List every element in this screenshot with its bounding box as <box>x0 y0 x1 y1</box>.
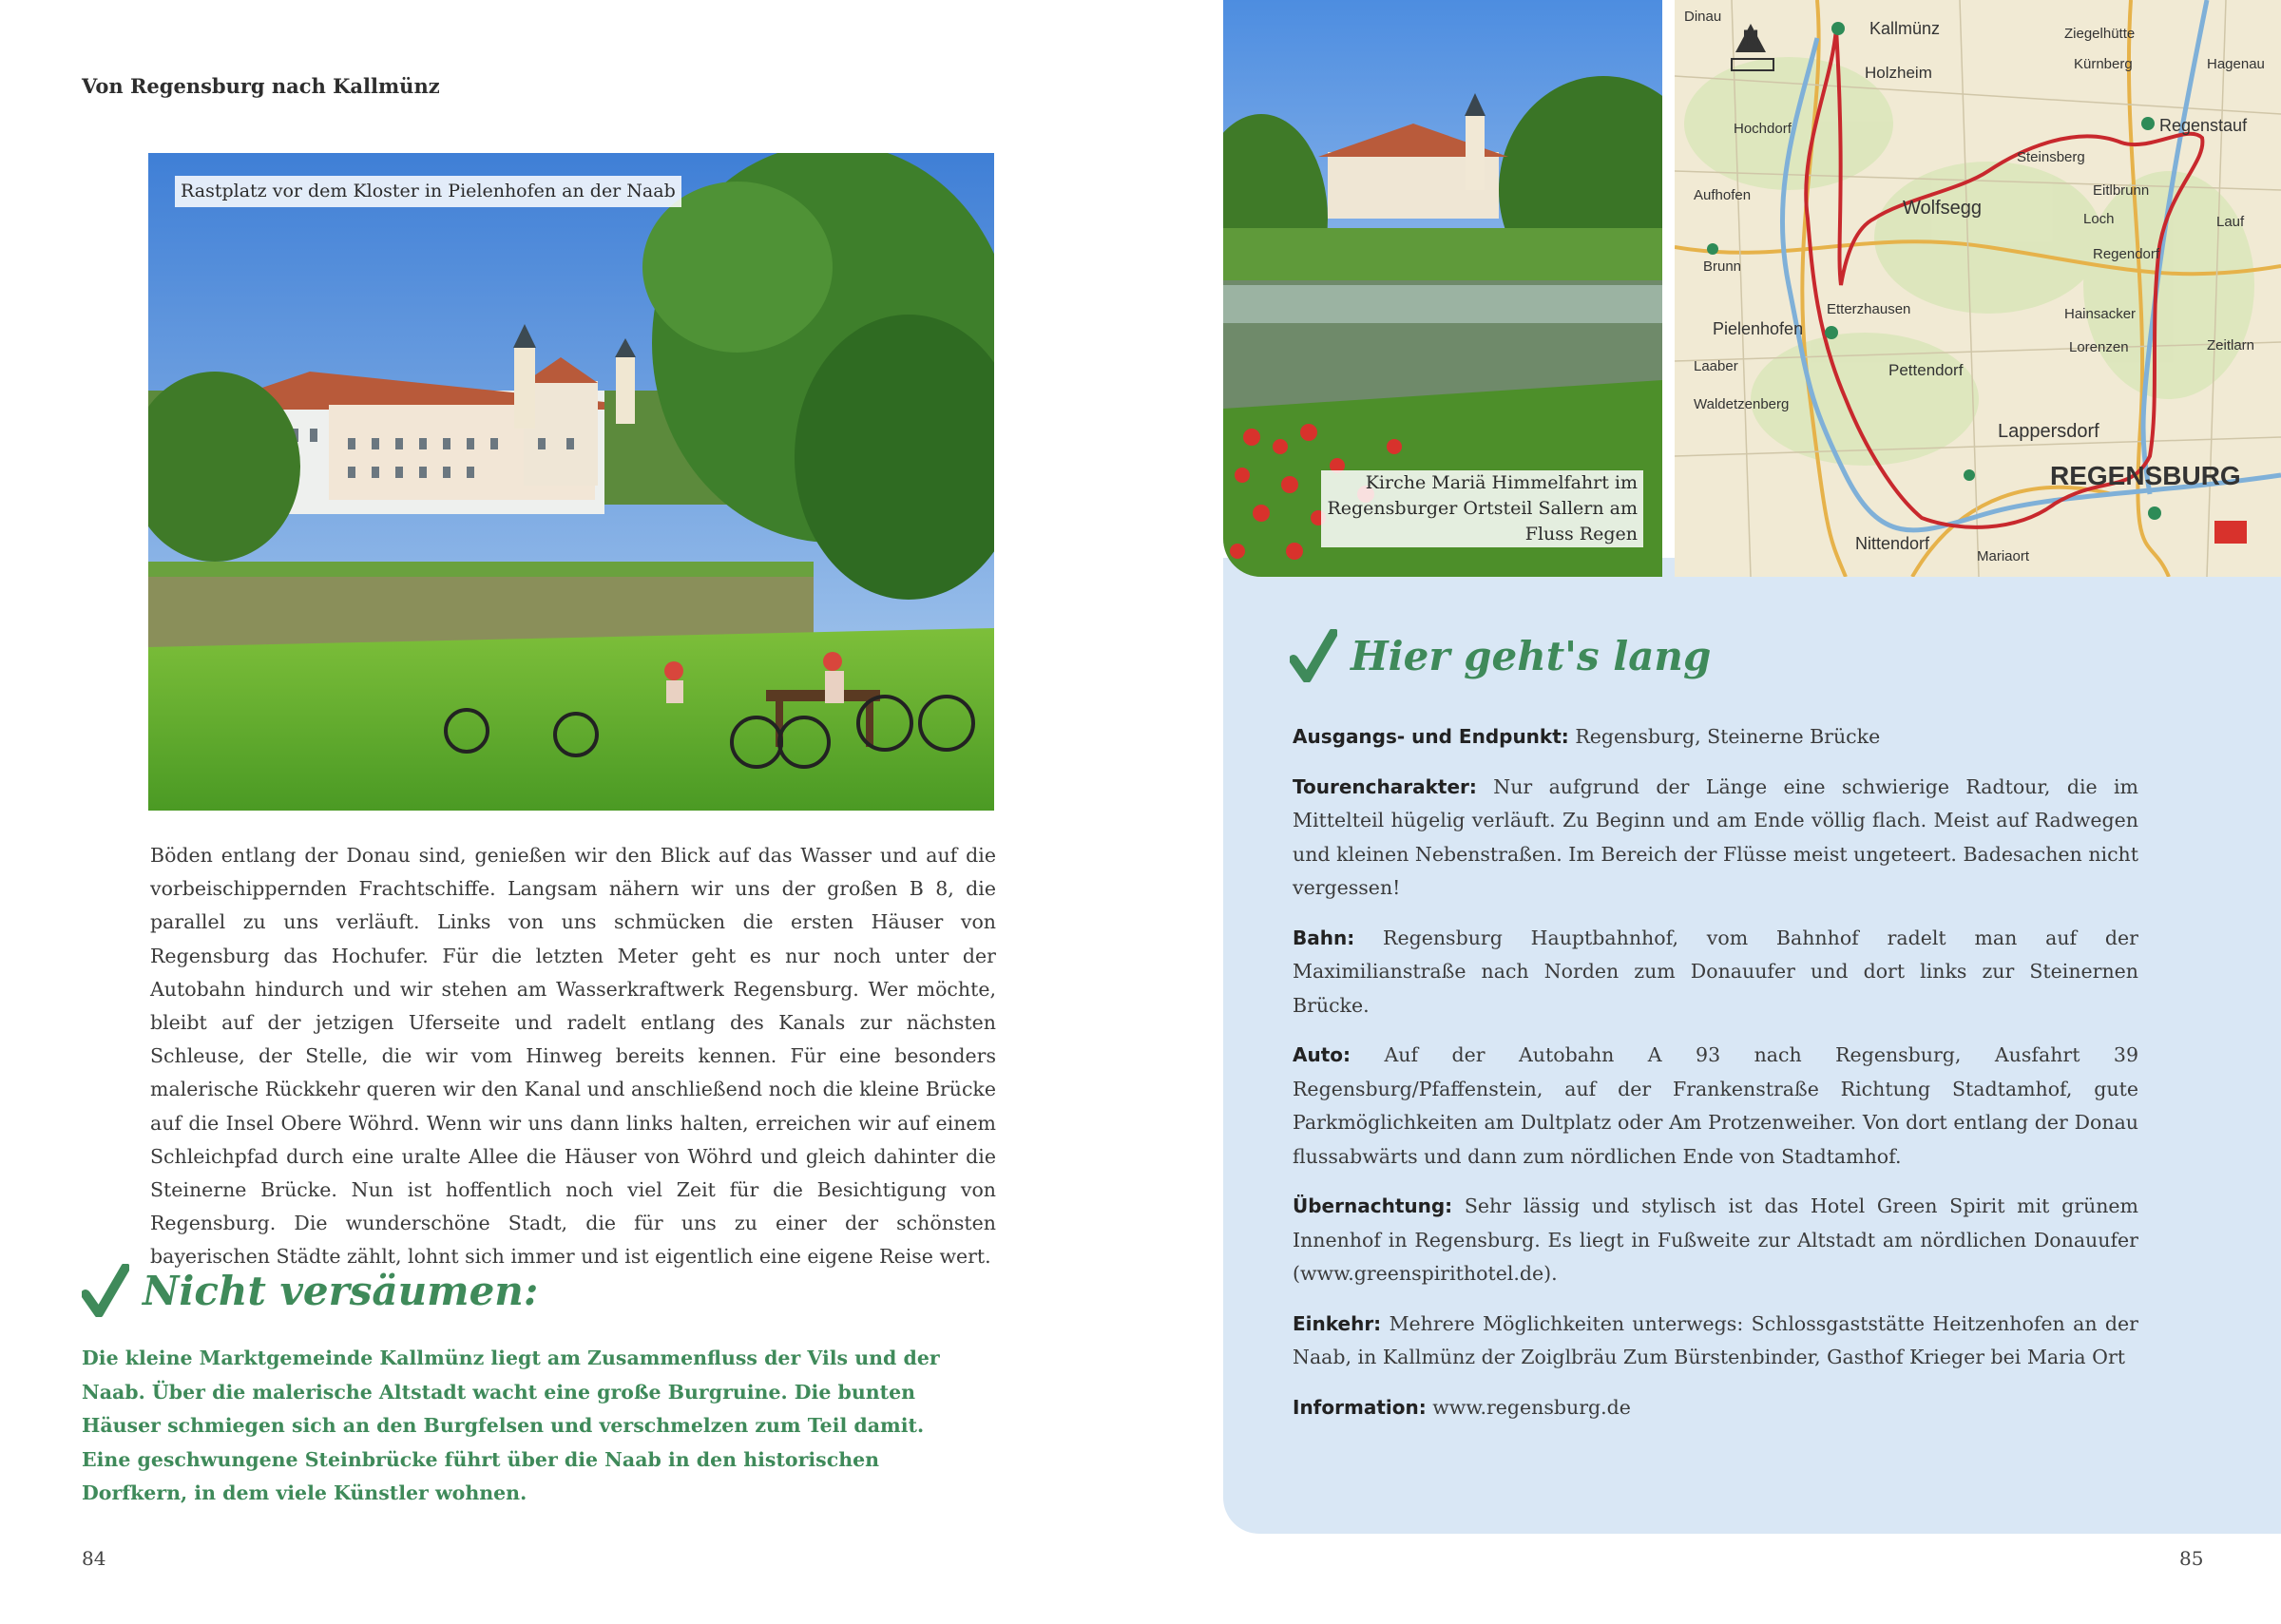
info-label: Übernachtung: <box>1293 1194 1453 1217</box>
map-place: Pielenhofen <box>1713 319 1804 338</box>
map-place: Lorenzen <box>2069 339 2129 355</box>
map-place: REGENSBURG <box>2050 461 2241 490</box>
map-place: Brunn <box>1703 258 1742 275</box>
running-head: Von Regensburg nach Kallmünz <box>82 74 440 98</box>
map-place: Steinsberg <box>2017 149 2085 165</box>
church-caption-line-3: Fluss Regen <box>1524 524 1638 545</box>
body-text: Böden entlang der Donau sind, genießen wir den Blick auf das Wasser und auf die vorbeischippernden Frachtschiffe. Langsam nähern wir uns der großen B 8, die parallel zu uns verläuft. Links von uns schmücken die ersten Häuser von Regensburg das Hochufer. Für die letzten Meter geht es nur noch unter der Autobahn hindurch und wir stehen am Wasserkraftwerk Regensburg. Wer möchte, bleibt auf der jetzigen Uferseite und radelt entlang des Kanals zur nächsten Schleuse, der Stelle, die wir vom Hinweg bereits kennen. Für eine besonders malerische Rückkehr queren wir den Kanal und anschließend noch die kleine Brücke auf die Insel Obere Wöhrd. Wenn wir uns dann links halten, erreichen wir auf einem Schleichpfad durch eine uralte Allee die Häuser von Wöhrd und gleich dahinter die Steinerne Brücke. Nun ist hoffentlich noch viel Zeit für die Besichtigung von Regensburg. Die wunderschöne Stadt, die für uns zu einer der schönsten bayerischen Städte zählt, lohnt sich immer und ist eigentlich eine eigene Reise wert. <box>150 844 996 1269</box>
map-place: Eitlbrunn <box>2093 182 2150 199</box>
info-label: Ausgangs- und Endpunkt: <box>1293 725 1569 748</box>
photo-caption: Rastplatz vor dem Kloster in Pielenhofen an der Naab <box>175 176 681 207</box>
info-item-character <box>1293 771 2138 906</box>
info-heading <box>1290 629 1711 682</box>
map-place: Hagenau <box>2207 56 2265 72</box>
church-caption-line-1: Kirche Mariä Himmelfahrt im <box>1365 472 1638 493</box>
map-place: Holzheim <box>1865 64 1932 82</box>
map-place: Waldetzenberg <box>1694 396 1790 412</box>
map-place: Laaber <box>1694 358 1738 374</box>
info-item-information <box>1293 1391 2138 1425</box>
map-place: Etterzhausen <box>1827 301 1911 317</box>
monastery-photo-illustration <box>148 153 994 811</box>
info-item-car <box>1293 1039 2138 1174</box>
info-item-start <box>1293 720 2138 755</box>
tip-text: Die kleine Marktgemeinde Kallmünz liegt am Zusammenfluss der Vils und der Naab. Über die malerische Altstadt wacht eine große Burgruine. Die bunten Häuser schmiegen sich an den Burgfelsen und verschmelzen zum Teil damit. Eine geschwungene Steinbrücke führt über die Naab in den historischen Dorfkern, in dem viele Künstler wohnen. <box>82 1347 940 1504</box>
map-place: Wolfsegg <box>1903 198 1983 219</box>
map-place: Lauf <box>2216 214 2245 230</box>
monastery-photo <box>148 153 994 811</box>
route-map <box>1675 0 2281 577</box>
info-link[interactable]: www.regensburg.de <box>1432 1395 1631 1419</box>
info-label: Auto: <box>1293 1043 1351 1066</box>
map-place: Kallmünz <box>1869 19 1941 38</box>
info-item-overnight <box>1293 1190 2138 1291</box>
map-place: Regenstauf <box>2159 116 2248 135</box>
info-label: Information: <box>1293 1395 1427 1419</box>
tip-heading <box>82 1264 538 1317</box>
page-number-right: 85 <box>2179 1547 2204 1570</box>
map-place: Ziegelhütte <box>2064 26 2136 42</box>
info-value: Regensburg Hauptbahnhof, vom Bahnhof radelt man auf der Maximilianstraße nach Norden zum Donauufer und dort links zur Steinernen Brücke. <box>1293 926 2138 1017</box>
map-place: Lappersdorf <box>1998 421 2099 442</box>
info-list <box>1293 720 2138 1441</box>
map-place: Pettendorf <box>1888 361 1964 379</box>
info-value: Regensburg, Steinerne Brücke <box>1575 725 1881 748</box>
checkmark-icon <box>82 1264 129 1317</box>
map-place: Regendorf <box>2093 246 2160 262</box>
info-item-train <box>1293 922 2138 1023</box>
info-value: Auf der Autobahn A 93 nach Regensburg, Ausfahrt 39 Regensburg/Pfaffenstein, auf der Frankenstraße Richtung Stadtamhof, gute Parkmöglichkeiten am Dultplatz oder Am Protzenweiher. Von dort entlang der Donau flussabwärts und dann zum nördlichen Ende von Stadtamhof. <box>1293 1043 2138 1168</box>
church-photo <box>1223 0 1662 577</box>
info-value: Sehr lässig und stylisch ist das Hotel Green Spirit mit grünem Innenhof in Regensburg. Es liegt in Fußweite zur Altstadt am nördlichen Donauufer (www.greenspirithotel.de). <box>1293 1194 2138 1285</box>
tip-heading-text: Nicht versäumen: <box>143 1267 539 1314</box>
map-place: Dinau <box>1684 9 1722 25</box>
info-label: Bahn: <box>1293 926 1355 949</box>
map-place: Aufhofen <box>1694 187 1752 203</box>
church-caption-line-2: Regensburger Ortsteil Sallern am <box>1327 498 1638 519</box>
map-place: Kürnberg <box>2074 56 2133 72</box>
map-place: Hochdorf <box>1734 121 1792 137</box>
map-place: Mariaort <box>1977 548 2030 564</box>
info-value: Nur aufgrund der Länge eine schwierige Radtour, die im Mittelteil hügelig verläuft. Zu Beginn und am Ende völlig flach. Meist auf Radwegen und kleinen Nebenstraßen. Im Bereich der Flüsse meist ungeteert. Badesachen nicht vergessen! <box>1293 774 2138 899</box>
info-label: Tourencharakter: <box>1293 774 1477 798</box>
info-heading-text: Hier geht's lang <box>1351 632 1712 679</box>
info-label: Einkehr: <box>1293 1311 1382 1335</box>
map-place: Loch <box>2083 211 2115 227</box>
map-place: Zeitlarn <box>2207 337 2255 353</box>
route-map-graphic <box>1675 0 2281 577</box>
checkmark-icon <box>1290 629 1337 682</box>
map-place: Hainsacker <box>2064 306 2137 322</box>
info-item-food <box>1293 1308 2138 1375</box>
map-place: Nittendorf <box>1855 534 1930 553</box>
church-photo-caption <box>1321 470 1643 547</box>
info-value: Mehrere Möglichkeiten unterwegs: Schlossgaststätte Heitzenhofen an der Naab, in Kallmünz der Zoiglbräu Zum Bürstenbinder, Gasthof Krieger bei Maria Ort <box>1293 1311 2138 1368</box>
page-number-left: 84 <box>82 1547 106 1570</box>
north-label: N <box>1742 26 1759 51</box>
